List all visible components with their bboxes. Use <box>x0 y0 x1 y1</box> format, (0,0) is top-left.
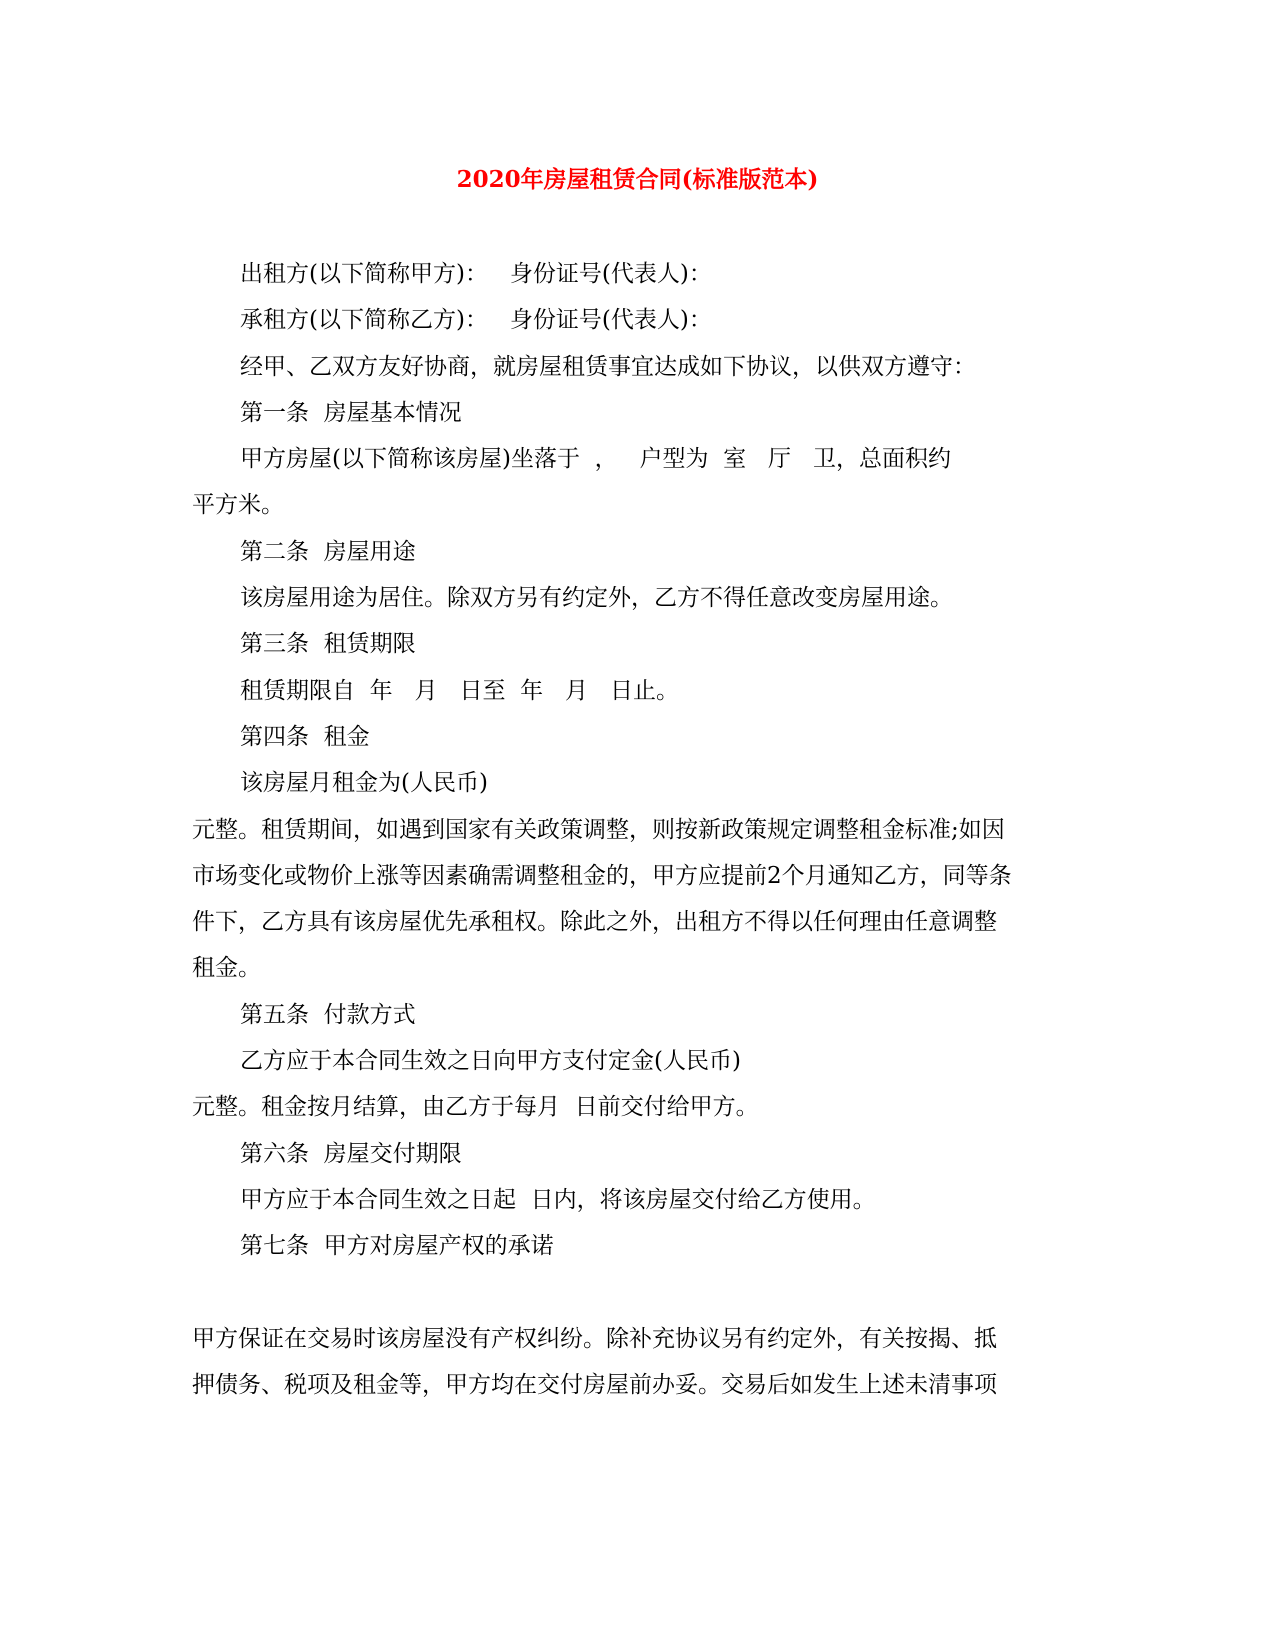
agreement-intro: 经甲、乙双方友好协商，就房屋租赁事宜达成如下协议，以供双方遵守： <box>240 354 976 380</box>
article-4-text: 该房屋月租金为(人民币) <box>240 770 488 796</box>
article-4-text-cont-4: 租金。 <box>192 955 261 981</box>
article-4-text-cont-2: 市场变化或物价上涨等因素确需调整租金的，甲方应提前2个月通知乙方，同等条 <box>192 863 1012 889</box>
article-4-text-cont-1: 元整。租赁期间，如遇到国家有关政策调整，则按新政策规定调整租金标准;如因 <box>192 817 1005 843</box>
article-7-text: 甲方保证在交易时该房屋没有产权纠纷。除补充协议另有约定外，有关按揭、抵 <box>192 1326 997 1352</box>
article-1-text-cont: 平方米。 <box>192 492 284 518</box>
article-6-heading: 第六条 房屋交付期限 <box>240 1141 462 1167</box>
article-5-heading: 第五条 付款方式 <box>240 1002 416 1028</box>
document-title: 2020年房屋租赁合同(标准版范本) <box>456 166 819 193</box>
article-1-heading: 第一条 房屋基本情况 <box>240 400 462 426</box>
article-4-heading: 第四条 租金 <box>240 724 370 750</box>
article-7-text-cont: 押债务、税项及租金等，甲方均在交付房屋前办妥。交易后如发生上述未清事项 <box>192 1372 997 1398</box>
lessor-line: 出租方(以下简称甲方)： 身份证号(代表人)： <box>240 261 712 287</box>
article-2-text: 该房屋用途为居住。除双方另有约定外，乙方不得任意改变房屋用途。 <box>240 585 953 611</box>
lessee-line: 承租方(以下简称乙方)： 身份证号(代表人)： <box>240 307 712 333</box>
article-7-heading: 第七条 甲方对房屋产权的承诺 <box>240 1233 554 1259</box>
article-4-text-cont-3: 件下，乙方具有该房屋优先承租权。除此之外，出租方不得以任何理由任意调整 <box>192 909 997 935</box>
article-5-text-cont: 元整。租金按月结算，由乙方于每月 日前交付给甲方。 <box>192 1094 759 1120</box>
article-6-text: 甲方应于本合同生效之日起 日内，将该房屋交付给乙方使用。 <box>240 1187 876 1213</box>
article-5-text: 乙方应于本合同生效之日向甲方支付定金(人民币) <box>240 1048 741 1074</box>
article-2-heading: 第二条 房屋用途 <box>240 539 416 565</box>
article-3-heading: 第三条 租赁期限 <box>240 631 416 657</box>
article-3-text: 租赁期限自 年 月 日至 年 月 日止。 <box>240 678 679 704</box>
article-1-text: 甲方房屋(以下简称该房屋)坐落于 ， 户型为 室 厅 卫，总面积约 <box>240 446 951 472</box>
